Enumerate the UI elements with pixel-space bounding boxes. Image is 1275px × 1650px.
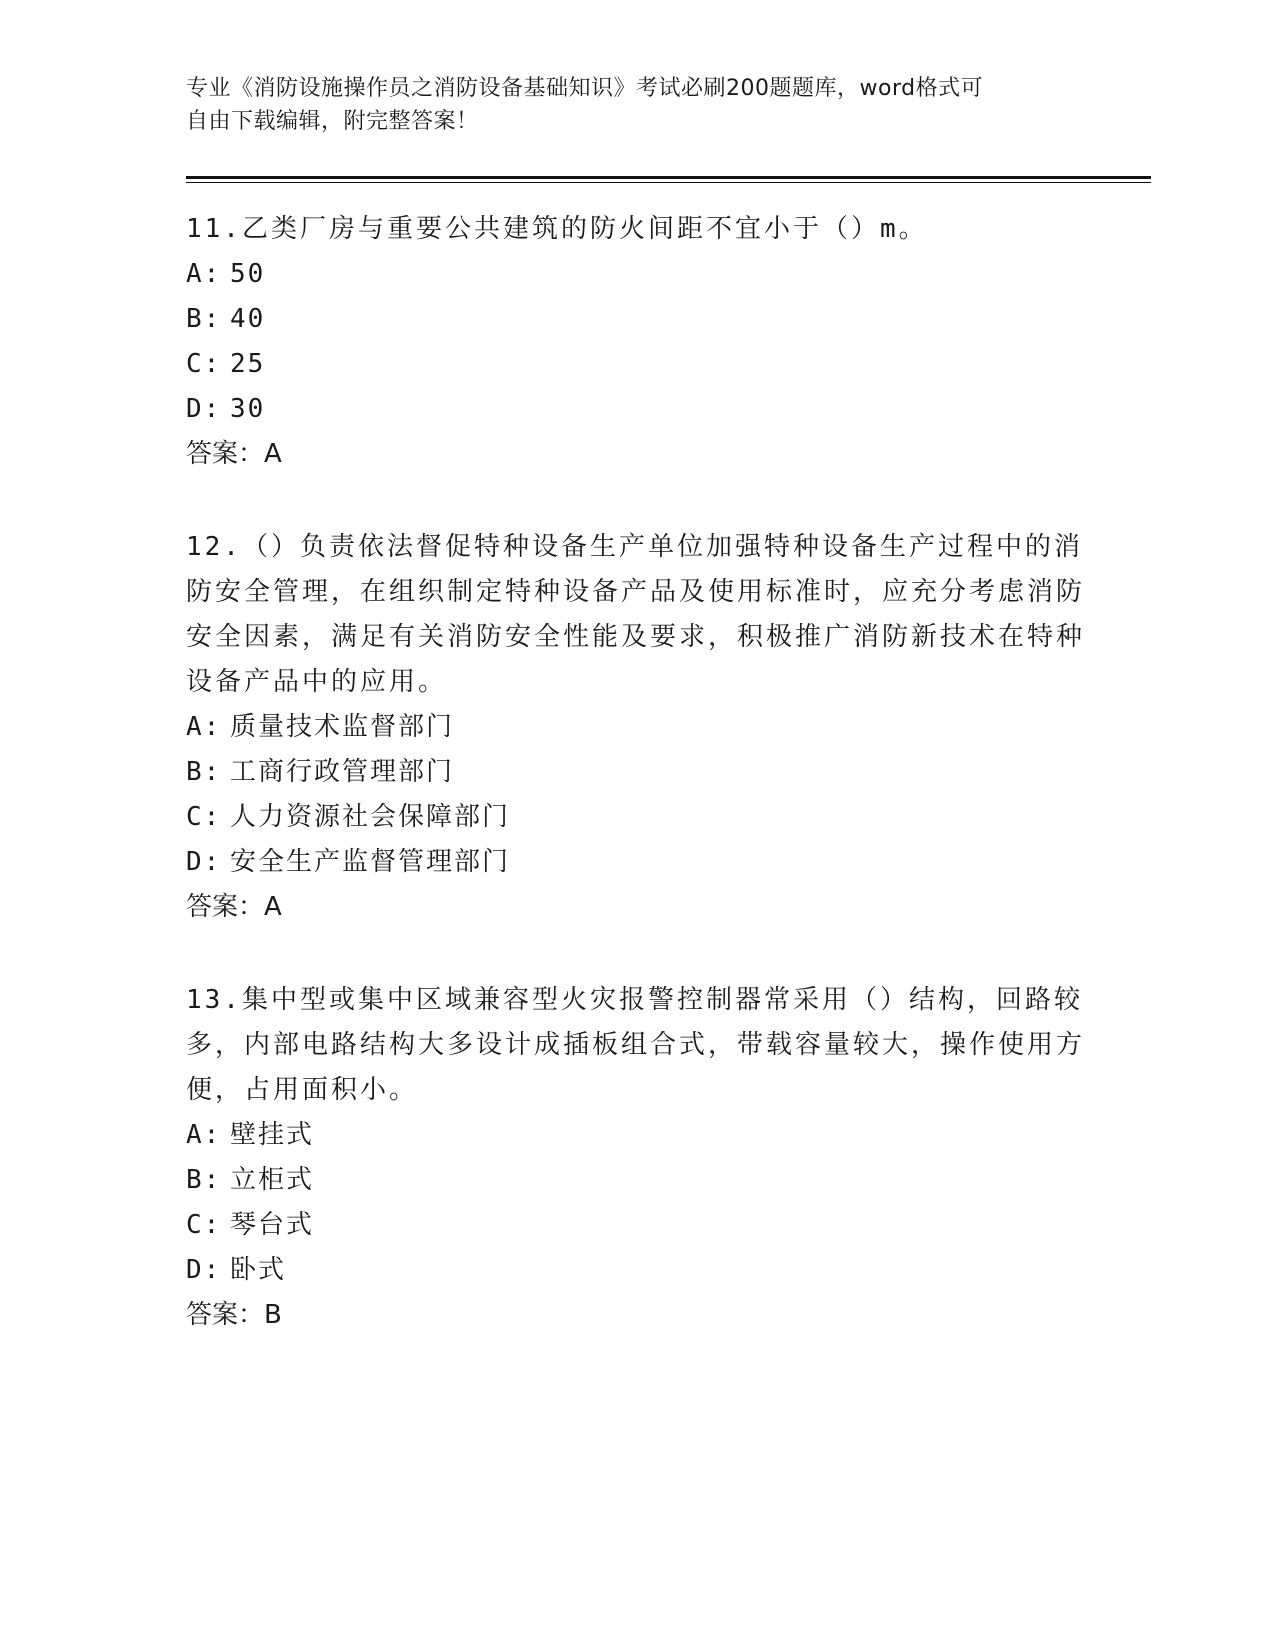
option-text: 人力资源社会保障部门 xyxy=(230,802,511,832)
question-stem: 11.乙类厂房与重要公共建筑的防火间距不宜小于（）m。 xyxy=(186,214,928,244)
option-letter: B: xyxy=(186,304,222,334)
header-line-1: 专业《消防设施操作员之消防设备基础知识》考试必刷200题题库，word格式可 xyxy=(186,76,984,101)
option-text: 工商行政管理部门 xyxy=(230,757,455,787)
option-letter: B: xyxy=(186,757,222,787)
document-header xyxy=(186,72,1066,138)
question-list xyxy=(186,207,1086,1386)
option-text: 壁挂式 xyxy=(230,1120,315,1150)
header-line-2: 自由下载编辑，附完整答案！ xyxy=(186,109,479,134)
question-12 xyxy=(186,525,1086,930)
option-letter: A: xyxy=(186,1120,222,1150)
option-text: 40 xyxy=(230,304,266,334)
option-text: 卧式 xyxy=(230,1255,287,1285)
answer-line: 答案：A xyxy=(186,892,282,922)
option-letter: C: xyxy=(186,1210,222,1240)
option-letter: A: xyxy=(186,712,222,742)
option-d xyxy=(186,1248,1086,1293)
question-stem: 12.（）负责依法督促特种设备生产单位加强特种设备生产过程中的消防安全管理，在组织制定特种设备产品及使用标准时，应充分考虑消防安全因素，满足有关消防安全性能及要求，积极推广消防新技术在特种设备产品中的应用。 xyxy=(186,532,1086,697)
option-text: 质量技术监督部门 xyxy=(230,712,455,742)
option-b xyxy=(186,297,1086,342)
option-letter: B: xyxy=(186,1165,222,1195)
question-13 xyxy=(186,978,1086,1338)
option-letter: D: xyxy=(186,1255,222,1285)
option-c xyxy=(186,795,1086,840)
option-letter: A: xyxy=(186,259,222,289)
option-a xyxy=(186,252,1086,297)
option-d xyxy=(186,387,1086,432)
option-text: 安全生产监督管理部门 xyxy=(230,847,511,877)
option-letter: C: xyxy=(186,349,222,379)
option-b xyxy=(186,750,1086,795)
option-letter: D: xyxy=(186,847,222,877)
header-divider xyxy=(186,176,1151,183)
answer-line: 答案：B xyxy=(186,1300,282,1330)
answer-line: 答案：A xyxy=(186,439,282,469)
option-a xyxy=(186,705,1086,750)
option-c xyxy=(186,1203,1086,1248)
option-a xyxy=(186,1113,1086,1158)
option-text: 50 xyxy=(230,259,266,289)
option-text: 琴台式 xyxy=(230,1210,315,1240)
option-letter: D: xyxy=(186,394,222,424)
option-text: 25 xyxy=(230,349,266,379)
option-c xyxy=(186,342,1086,387)
option-text: 30 xyxy=(230,394,266,424)
option-text: 立柜式 xyxy=(230,1165,315,1195)
option-d xyxy=(186,840,1086,885)
option-b xyxy=(186,1158,1086,1203)
option-letter: C: xyxy=(186,802,222,832)
question-11 xyxy=(186,207,1086,477)
question-stem: 13.集中型或集中区域兼容型火灾报警控制器常采用（）结构，回路较多，内部电路结构大多设计成插板组合式，带载容量较大，操作使用方便，占用面积小。 xyxy=(186,985,1086,1105)
